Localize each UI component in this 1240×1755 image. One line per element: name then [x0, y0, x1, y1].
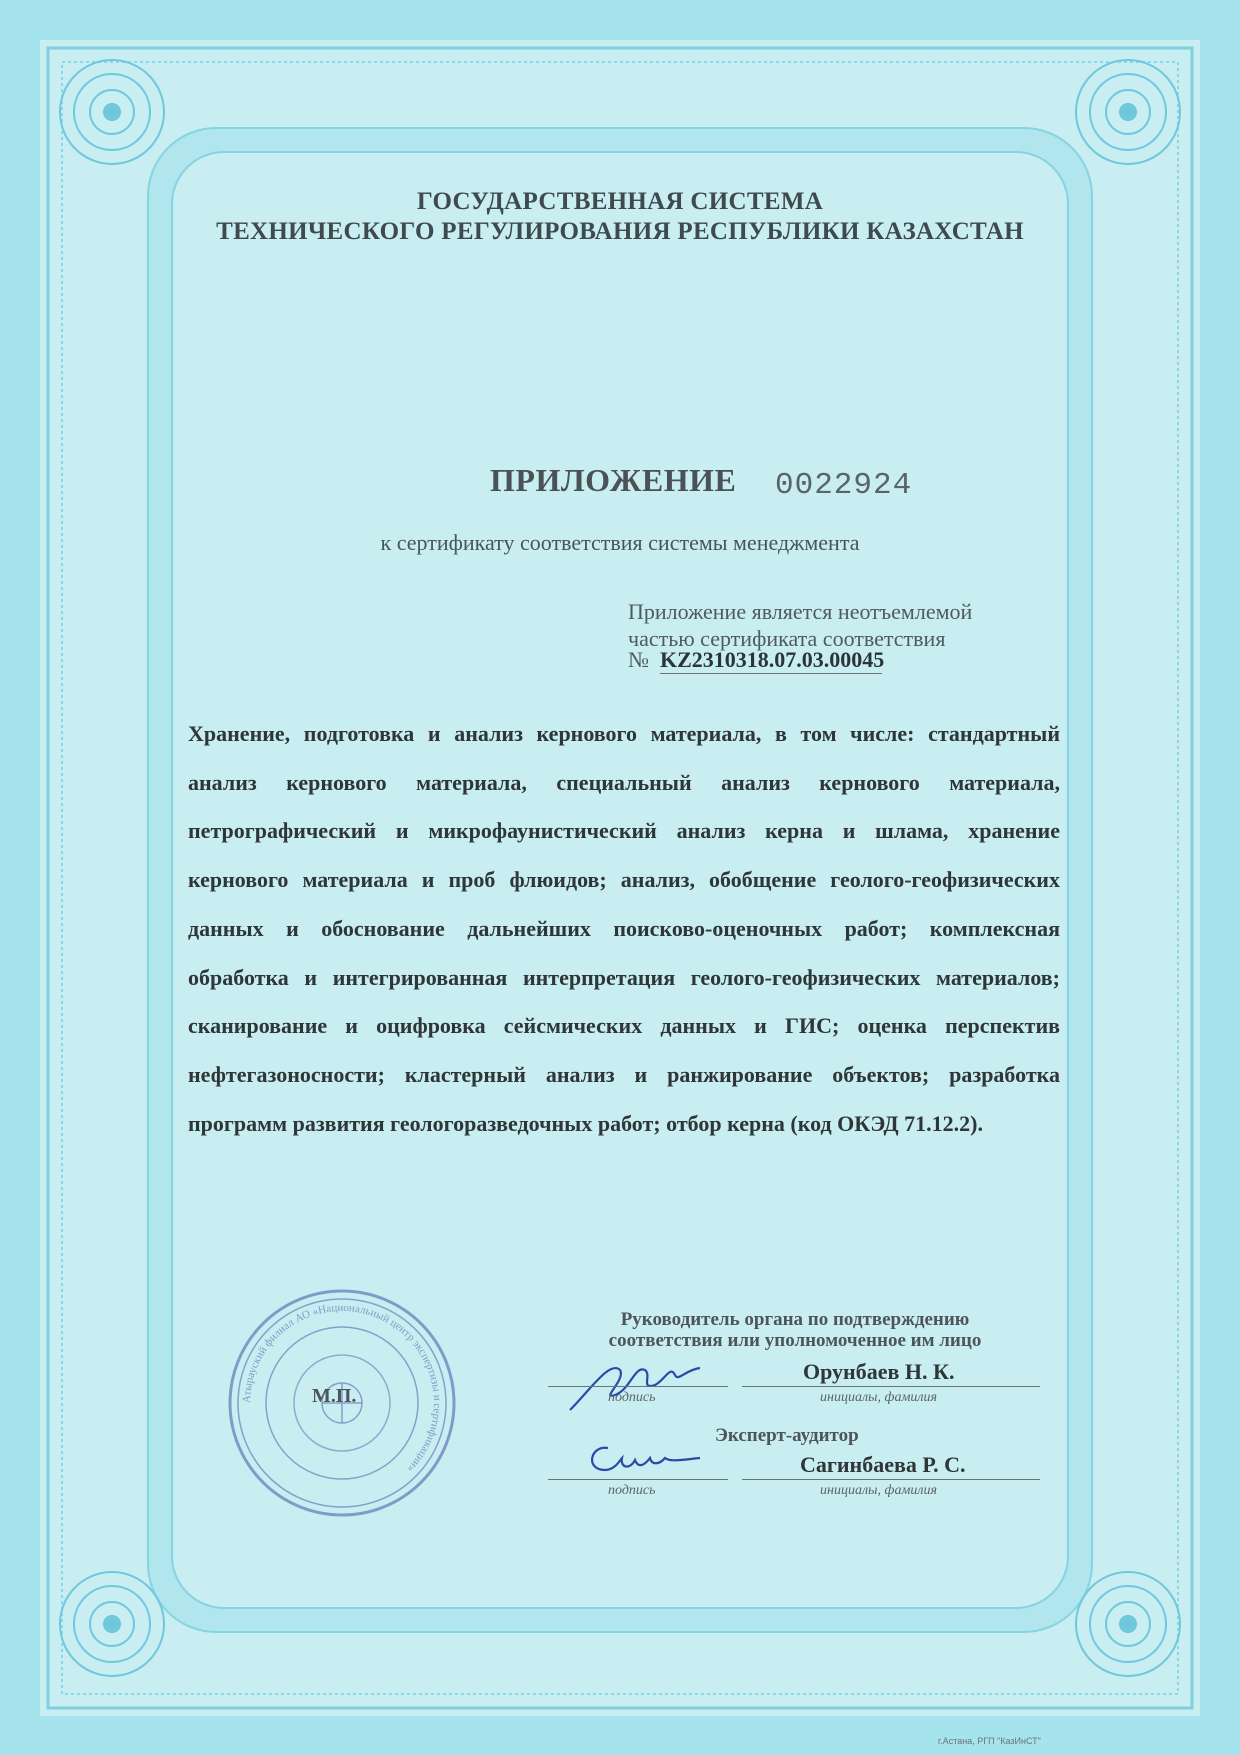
- expert-name-label: инициалы, фамилия: [820, 1483, 938, 1498]
- head-caption-line-1: Руководитель органа по подтверждению: [620, 1309, 970, 1330]
- head-name-line: [742, 1386, 1040, 1387]
- integral-part-note: [628, 598, 972, 652]
- expert-signature-line: [548, 1479, 728, 1480]
- stamp-text: Атырауский филиал АО «Национальный центр экспертизы и сертификации»: [240, 1301, 444, 1475]
- scope-description: Хранение, подготовка и анализ кернового материала, в том числе: стандартный анализ кернового материала, специальный анализ кернового материала, петрографический и микрофаунистический анализ керна и шлама, хранение кернового материала и проб флюидов; анализ, обобщение геолого-геофизических данных и обоснование дальнейших поисково-оценочных работ; комплексная обработка и интегрированная интерпретация геолого-геофизических материалов; сканирование и оцифровка сейсмических данных и ГИС; оценка перспектив нефтегазоносности; кластерный анализ и ранжирование объектов; разработка программ развития геологоразведочных работ; отбор керна (код ОКЭД 71.12.2).: [188, 721, 1060, 1136]
- expert-signature: [580, 1430, 710, 1480]
- header-line-1: ГОСУДАРСТВЕННАЯ СИСТЕМА: [416, 188, 824, 215]
- stamp-place-label: М.П.: [312, 1385, 357, 1407]
- printer-mark: г.Астана, РГП "КазИнСТ": [938, 1736, 1041, 1746]
- corner-rosette-top-right: [1076, 60, 1180, 164]
- head-caption-line-2: соответствия или уполномоченное им лицо: [608, 1330, 982, 1351]
- corner-rosette-bottom-left: [60, 1572, 164, 1676]
- number-sign: №: [628, 647, 649, 672]
- head-signature-line: [548, 1386, 728, 1387]
- corner-rosette-top-left: [60, 60, 164, 164]
- document-subtitle: к сертификату соответствия системы менеджмента: [380, 530, 860, 555]
- expert-signature-label: подпись: [608, 1483, 656, 1498]
- note-line-2: частью сертификата соответствия: [628, 626, 946, 651]
- serial-number: 0022924: [775, 468, 913, 503]
- head-signature-label: подпись: [608, 1390, 656, 1405]
- corner-rosette-bottom-right: [1076, 1572, 1180, 1676]
- expert-name: Сагинбаева Р. С.: [800, 1452, 966, 1477]
- header-line-2: ТЕХНИЧЕСКОГО РЕГУЛИРОВАНИЯ РЕСПУБЛИКИ КАЗАХСТАН: [216, 218, 1024, 245]
- expert-name-line: [742, 1479, 1040, 1480]
- certificate-number: KZ2310318.07.03.00045: [660, 647, 885, 672]
- head-name: Орунбаев Н. К.: [803, 1359, 955, 1384]
- head-signature: [560, 1340, 710, 1420]
- head-name-label: инициалы, фамилия: [820, 1390, 938, 1405]
- expert-caption: Эксперт-аудитор: [715, 1425, 859, 1446]
- note-line-1: Приложение является неотъемлемой: [628, 599, 973, 624]
- document-title: ПРИЛОЖЕНИЕ: [490, 462, 737, 498]
